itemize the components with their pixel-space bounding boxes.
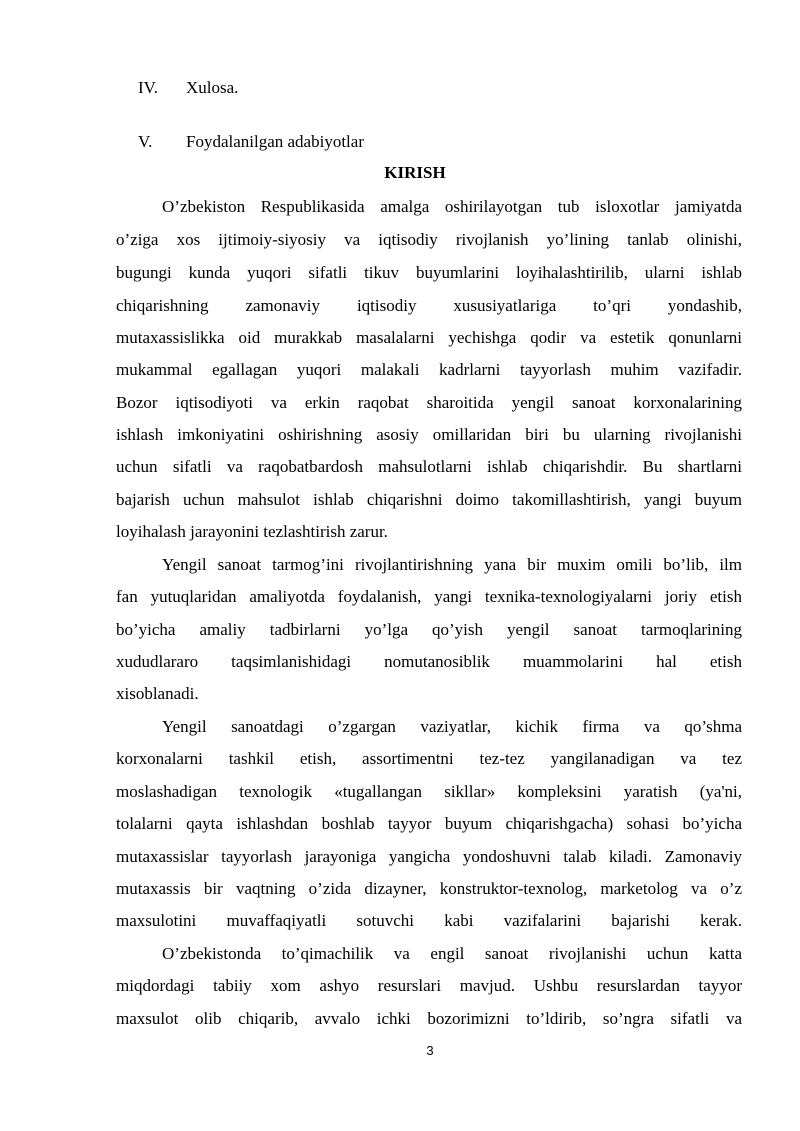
text-line: Yengil sanoatdagi o’zgargan vaziyatlar, kichik firma va qo’shma [162,717,742,736]
text-line: xisoblanadi. [116,684,199,703]
text-line: loyihalash jarayonini tezlashtirish zarur. [116,522,388,541]
text-line: mutaxassislikka oid murakkab masalalarni yechishga qodir va estetik qonunlarni [116,328,742,347]
toc-item-conclusion [138,78,238,98]
text-line: bajarish uchun mahsulot ishlab chiqarishni doimo takomillashtirish, yangi buyum [116,490,742,509]
text-line: tolalarni qayta ishlashdan boshlab tayyor buyum chiqarishgacha) sohasi bo’yicha [116,814,742,833]
text-line: bugungi kunda yuqori sifatli tikuv buyumlarini loyihalashtirilib, ularni ishlab [116,263,742,282]
toc-item-references [138,132,364,152]
text-line: O’zbekiston Respublikasida amalga oshirilayotgan tub isloxotlar jamiyatda [162,197,742,216]
text-line: mutaxassislar tayyorlash jarayoniga yangicha yondoshuvni talab kiladi. Zamonaviy [116,847,742,866]
text-line: maxsulot olib chiqarib, avvalo ichki bozorimizni to’ldirib, so’ngra sifatli va [116,1009,742,1028]
text-line: chiqarishning zamonaviy iqtisodiy xususiyatlariga to’qri yondashib, [116,296,742,315]
text-line: korxonalarni tashkil etish, assortimentni tez-tez yangilanadigan va tez [116,749,742,768]
text-line: uchun sifatli va raqobatbardosh mahsulotlarni ishlab chiqarishdir. Bu shartlarni [116,457,742,476]
text-line: fan yutuqlaridan amaliyotda foydalanish, yangi texnika-texnologiyalarni joriy etish [116,587,742,606]
text-line: maxsulotini muvaffaqiyatli sotuvchi kabi vazifalarini bajarishi kerak. [116,911,742,930]
page-number: 3 [426,1043,434,1058]
text-line: bo’yicha amaliy tadbirlarni yo’lga qo’yish yengil sanoat tarmoqlarining [116,620,742,639]
toc-text: Foydalanilgan adabiyotlar [186,132,364,151]
toc-number: IV. [138,78,158,97]
text-line: O’zbekistonda to’qimachilik va engil sanoat rivojlanishi uchun katta [162,944,742,963]
text-line: moslashadigan texnologik «tugallangan sikllar» kompleksini yaratish (ya'ni, [116,782,742,801]
toc-text: Xulosa. [186,78,239,97]
section-heading: KIRISH [384,163,446,182]
text-line: miqdordagi tabiiy xom ashyo resurslari mavjud. Ushbu resurslardan tayyor [116,976,742,995]
text-line: mukammal egallagan yuqori malakali kadrlarni tayyorlash muhim vazifadir. [116,360,742,379]
toc-number: V. [138,132,153,151]
text-line: xududlararo taqsimlanishidagi nomutanosiblik muammolarini hal etish [116,652,742,671]
text-line: mutaxassis bir vaqtning o’zida dizayner, konstruktor-texnolog, marketolog va o’z [116,879,742,898]
text-line: ishlash imkoniyatini oshirishning asosiy omillaridan biri bu ularning rivojlanishi [116,425,742,444]
text-line: o’ziga xos ijtimoiy-siyosiy va iqtisodiy rivojlanish yo’lining tanlab olinishi, [116,230,742,249]
text-line: Bozor iqtisodiyoti va erkin raqobat sharoitida yengil sanoat korxonalarining [116,393,742,412]
text-line: Yengil sanoat tarmog’ini rivojlantirishning yana bir muxim omili bo’lib, ilm [162,555,742,574]
